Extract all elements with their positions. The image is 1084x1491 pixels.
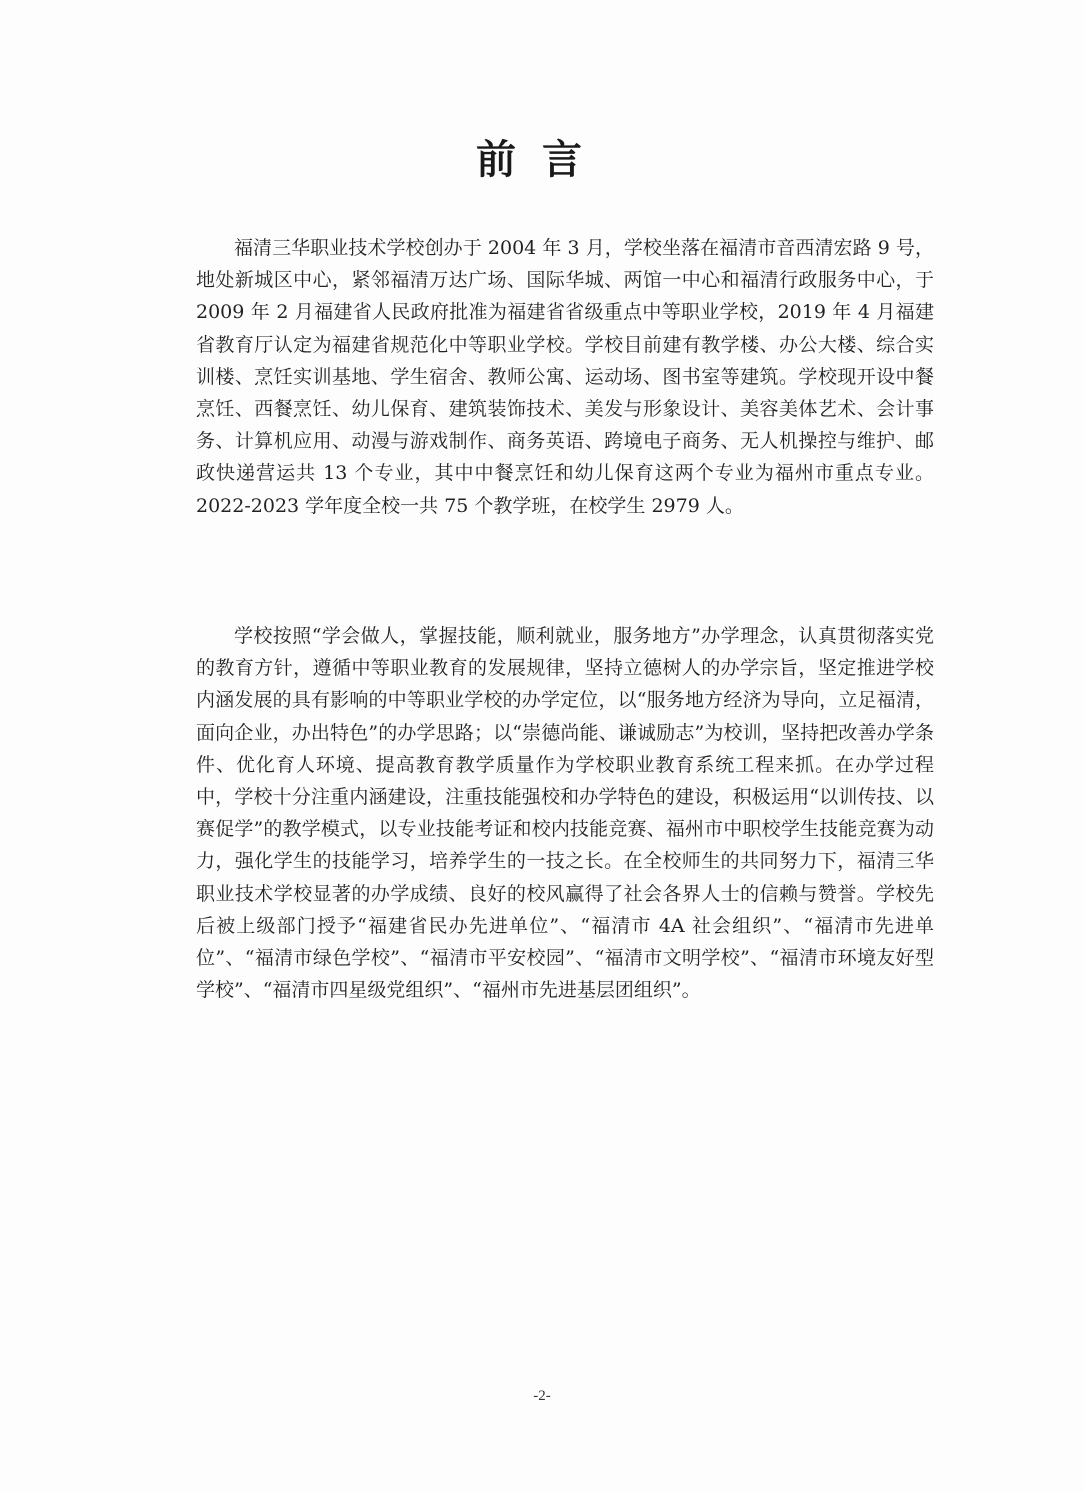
paragraph-1: 福清三华职业技术学校创办于 2004 年 3 月，学校坐落在福清市音西清宏路 9 号，地处新城区中心，紧邻福清万达广场、国际华城、两馆一中心和福清行政服务中心，于 2009 年 2 月福建省人民政府批准为福建省省级重点中等职业学校，2019 年 4 月福建省教育厅认定为福建省规范化中等职业学校。学校目前建有教学楼、办公大楼、综合实训楼、烹饪实训基地、学生宿舍、教师公寓、运动场、图书室等建筑。学校现开设中餐烹饪、西餐烹饪、幼儿保育、建筑装饰技术、美发与形象设计、美容美体艺术、会计事务、计算机应用、动漫与游戏制作、商务英语、跨境电子商务、无人机操控与维护、邮政快递营运共 13 个专业，其中中餐烹饪和幼儿保育这两个专业为福州市重点专业。2022-2023 学年度全校一共 75 个教学班，在校学生 2979 人。 <box>196 237 934 517</box>
page-number: -2- <box>533 1388 551 1404</box>
page-title: 前言 <box>476 136 608 183</box>
paragraph-2: 学校按照“学会做人，掌握技能，顺利就业，服务地方”办学理念，认真贯彻落实党的教育方针，遵循中等职业教育的发展规律，坚持立德树人的办学宗旨，坚定推进学校内涵发展的具有影响的中等职业学校的办学定位，以“服务地方经济为导向，立足福清，面向企业，办出特色”的办学思路；以“崇德尚能、谦诚励志”为校训，坚持把改善办学条件、优化育人环境、提高教育教学质量作为学校职业教育系统工程来抓。在办学过程中，学校十分注重内涵建设，注重技能强校和办学特色的建设，积极运用“以训传技、以赛促学”的教学模式，以专业技能考证和校内技能竞赛、福州市中职校学生技能竞赛为动力，强化学生的技能学习，培养学生的一技之长。在全校师生的共同努力下，福清三华职业技术学校显著的办学成绩、良好的校风赢得了社会各界人士的信赖与赞誉。学校先后被上级部门授予“福建省民办先进单位”、“福清市 4A 社会组织”、“福清市先进单位”、“福清市绿色学校”、“福清市平安校园”、“福清市文明学校”、“福清市环境友好型学校”、“福清市四星级党组织”、“福州市先进基层团组织”。 <box>196 625 934 1002</box>
